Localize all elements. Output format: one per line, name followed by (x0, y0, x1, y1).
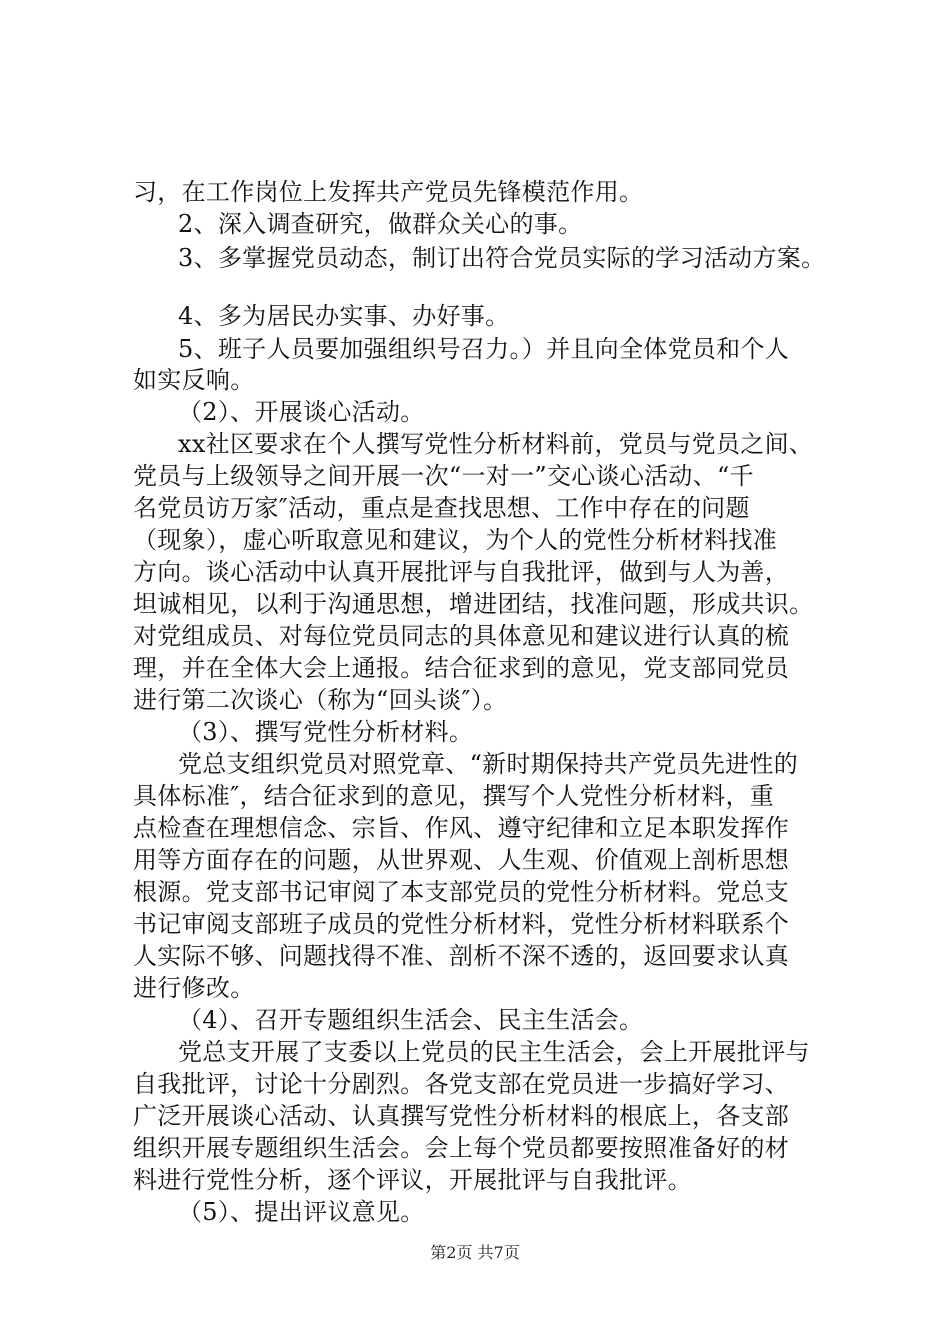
text-line: 自我批评，讨论十分剧烈。各党支部在党员进一步搞好学习、 (133, 1070, 790, 1098)
text-line: 根源。党支部书记审阅了本支部党员的党性分析材料。党总支 (133, 878, 790, 906)
text-line: 对党组成员、对每位党员同志的具体意见和建议进行认真的梳 (133, 622, 790, 650)
text-line: 组织开展专题组织生活会。会上每个党员都要按照准备好的材 (133, 1134, 790, 1162)
section-heading: （5）、提出评议意见。 (178, 1198, 425, 1226)
text-line: 方向。谈心活动中认真开展批评与自我批评，做到与人为善， (133, 558, 790, 586)
text-line: 理，并在全体大会上通报。结合征求到的意见，党支部同党员 (133, 654, 790, 682)
section-heading: （3）、撰写党性分析材料。 (178, 718, 474, 746)
text-line: 3、多掌握党员动态，制订出符合党员实际的学习活动方案。 (178, 244, 826, 272)
section-heading: （4）、召开专题组织生活会、民主生活会。 (178, 1006, 644, 1034)
text-line: 进行第二次谈心（称为“回头谈″）。 (133, 686, 508, 714)
text-line: 党总支开展了支委以上党员的民主生活会，会上开展批评与 (178, 1038, 810, 1066)
text-line: 用等方面存在的问题，从世界观、人生观、价值观上剖析思想 (133, 846, 790, 874)
text-line: 4、多为居民办实事、办好事。 (178, 302, 510, 330)
text-line: 习，在工作岗位上发挥共产党员先锋模范作用。 (133, 178, 644, 206)
text-line: 具体标准″，结合征求到的意见，撰写个人党性分析材料，重 (133, 782, 775, 810)
section-heading: （2）、开展谈心活动。 (178, 398, 425, 426)
text-line: 名党员访万家″活动，重点是查找思想、工作中存在的问题 (133, 494, 750, 522)
text-line: 进行修改。 (133, 974, 255, 1002)
page-number-footer: 第2页 共7页 (430, 1243, 520, 1262)
text-line: 广泛开展谈心活动、认真撰写党性分析材料的根底上，各支部 (133, 1102, 790, 1130)
text-line: 料进行党性分析，逐个评议，开展批评与自我批评。 (133, 1166, 692, 1194)
text-line: （现象），虚心听取意见和建议，为个人的党性分析材料找准 (133, 526, 778, 554)
text-line: 点检查在理想信念、宗旨、作风、遵守纪律和立足本职发挥作 (133, 814, 790, 842)
text-line: 坦诚相见，以利于沟通思想，增进团结，找准问题，形成共识。 (133, 590, 814, 618)
text-line: xx社区要求在个人撰写党性分析材料前，党员与党员之间、 (178, 430, 814, 458)
text-line: 如实反响。 (133, 366, 255, 394)
text-line: 党员与上级领导之间开展一次“一对一”交心谈心活动、“千 (133, 462, 754, 490)
text-line: 2、深入调查研究，做群众关心的事。 (178, 210, 583, 238)
text-line: 5、班子人员要加强组织号召力。）并且向全体党员和个人 (178, 335, 790, 363)
text-line: 人实际不够、问题找得不准、剖析不深不透的，返回要求认真 (133, 942, 790, 970)
text-line: 书记审阅支部班子成员的党性分析材料，党性分析材料联系个 (133, 910, 790, 938)
text-line: 党总支组织党员对照党章、“新时期保持共产党员先进性的 (178, 750, 799, 778)
